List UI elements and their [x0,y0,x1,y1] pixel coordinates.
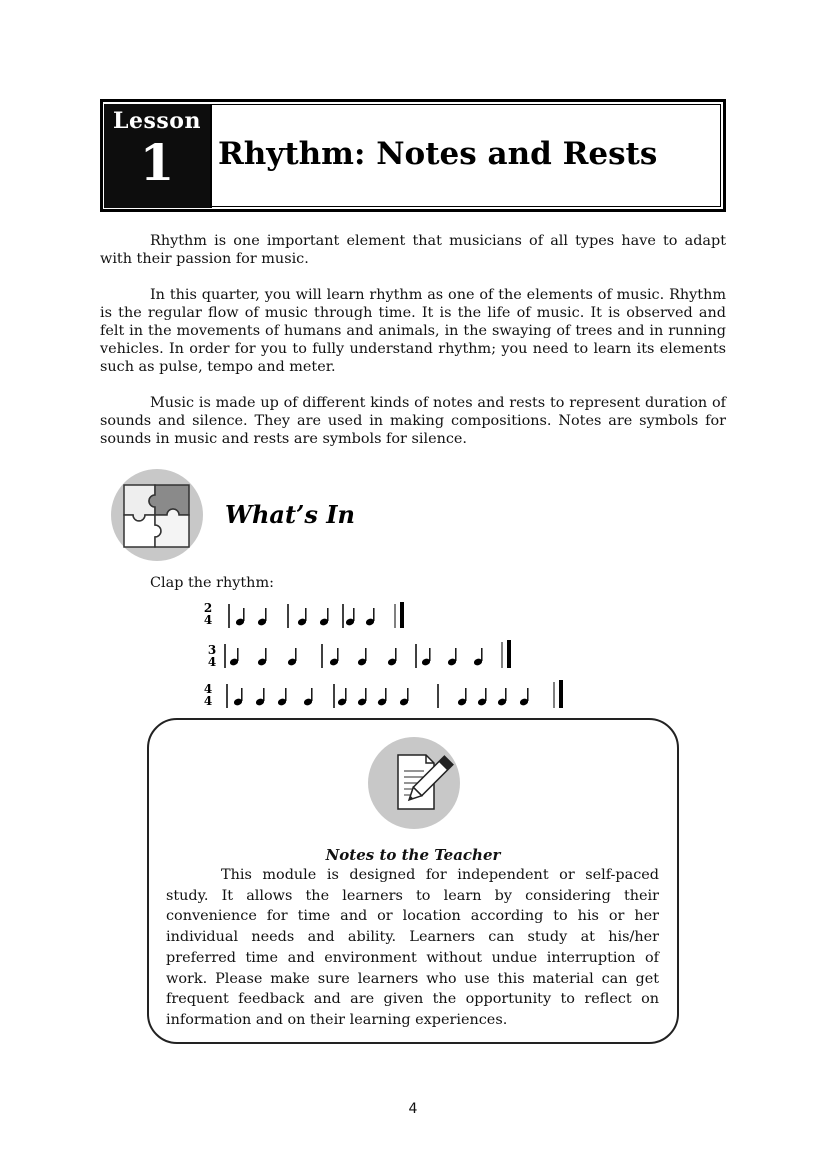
quarter-notes-row-3 [233,688,529,706]
quarter-notes-row-1 [235,608,375,626]
lesson-divider [210,104,212,208]
svg-text:4: 4 [203,694,213,708]
svg-text:4: 4 [203,613,213,627]
lesson-label: Lesson [113,108,201,134]
intro-paragraph-1: Rhythm is one important element that musicians of all types have to adapt with their passion for music. [100,233,726,267]
teacher-notes-title: Notes to the Teacher [325,846,501,864]
page-number: 4 [408,1101,418,1117]
rhythm-line-4-4 [200,680,575,710]
svg-text:2: 2 [203,601,213,615]
svg-text:4: 4 [207,655,217,669]
intro-paragraph-3: Music is made up of different kinds of notes and rests to represent duration of sounds and silence. They are used in making compositions. Notes are symbols for sounds in music and rests are symbols for silence. [100,395,726,447]
lesson-number: 1 [139,133,175,192]
notepad-pencil-icon [368,737,460,829]
lesson-badge [104,104,210,208]
time-signature-2-4 [204,601,212,627]
teacher-notes-body: This module is designed for independent or self-paced study. It allows the learners to learn by considering their convenience for time and or location according to his or her individual needs and ability. Learners can study at his/her preferred time and environment without undue interruption of work. Please make sure learners who use this material can get frequent feedback and are given the opportunity to reflect on information and on their learning experiences. [166,867,659,1028]
instruction-text: Clap the rhythm: [150,575,274,591]
time-signature-3-4 [208,643,216,669]
svg-text:4: 4 [203,682,213,696]
quarter-notes-row-2 [229,648,483,666]
svg-text:3: 3 [207,643,217,657]
puzzle-icon [111,469,203,561]
rhythm-line-2-4 [200,600,410,630]
page-title: Rhythm: Notes and Rests [218,136,658,172]
section-heading-whats-in: What’s In [225,500,355,529]
intro-paragraph-2: In this quarter, you will learn rhythm as one of the elements of music. Rhythm is the regular flow of music through time. It is the life of music. It is observed and felt in the movements of humans and animals, in the swaying of trees and in running vehicles. In order for you to fully understand rhythm; you need to learn its elements such as pulse, tempo and meter. [100,287,726,375]
time-signature-4-4 [204,682,212,708]
rhythm-line-3-4 [200,640,525,670]
